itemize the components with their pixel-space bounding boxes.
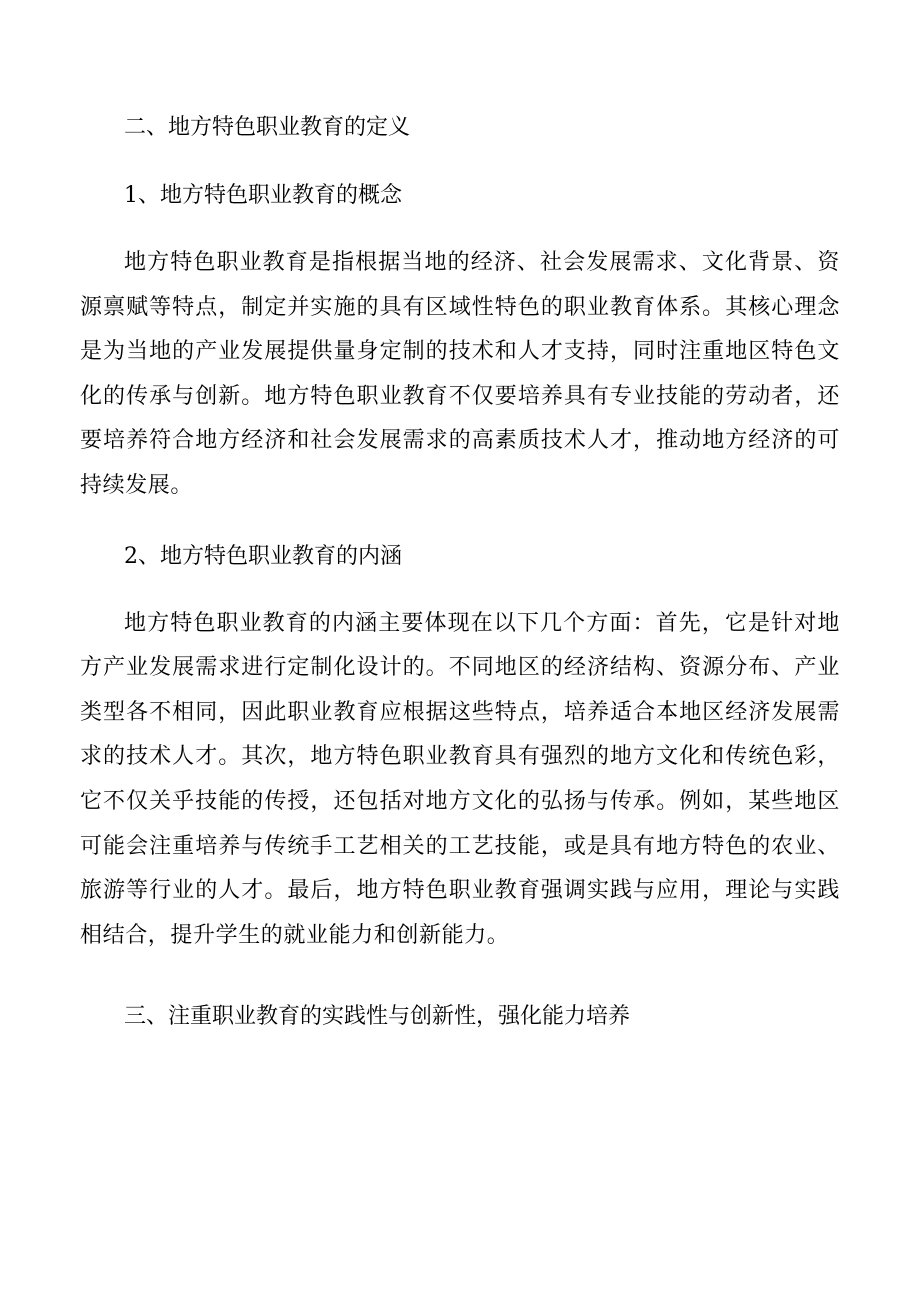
document-body: [80, 106, 840, 1039]
section-heading-2: 二、地方特色职业教育的定义: [124, 115, 411, 140]
paragraph-connotation: 地方特色职业教育的内涵主要体现在以下几个方面：首先，它是针对地方产业发展需求进行定制化设计的。不同地区的经济结构、资源分布、产业类型各不相同，因此职业教育应根据这些特点，培养适合本地区经济发展需求的技术人才。其次，地方特色职业教育具有强烈的地方文化和传统色彩，它不仅关乎技能的传授，还包括对地方文化的弘扬与传承。例如，某些地区可能会注重培养与传统手工艺相关的工艺技能，或是具有地方特色的农业、旅游等行业的人才。最后，地方特色职业教育强调实践与应用，理论与实践相结合，提升学生的就业能力和创新能力。: [80, 610, 840, 948]
paragraph-wrapper-2: [80, 602, 840, 959]
paragraph-wrapper-1: [80, 241, 840, 509]
subsection-heading-2: 2、地方特色职业教育的内涵: [124, 543, 402, 569]
section-heading-3: 三、注重职业教育的实践性与创新性，强化能力培养: [124, 1004, 631, 1030]
paragraph-concept: 地方特色职业教育是指根据当地的经济、社会发展需求、文化背景、资源禀赋等特点，制定并实施的具有区域性特色的职业教育体系。其核心理念是为当地的产业发展提供量身定制的技术和人才支持，同时注重地区特色文化的传承与创新。地方特色职业教育不仅要培养具有专业技能的劳动者，还要培养符合地方经济和社会发展需求的高素质技术人才，推动地方经济的可持续发展。: [80, 250, 840, 498]
subsection-heading-1: 1、地方特色职业教育的概念: [124, 183, 402, 208]
